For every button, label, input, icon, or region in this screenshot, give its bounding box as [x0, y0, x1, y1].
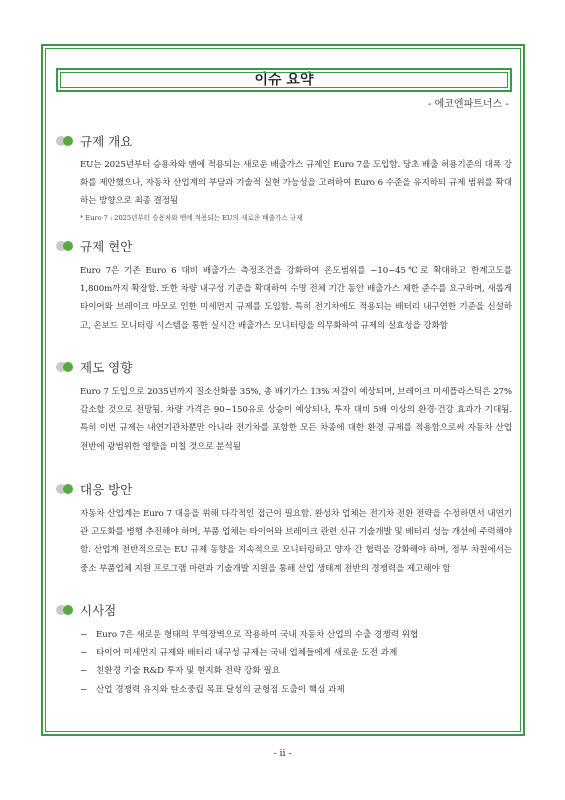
implications-list [56, 626, 516, 699]
author-line: - 에코엔파트너스 - [427, 99, 509, 110]
section-bullet-icon [56, 484, 73, 494]
section-response [56, 481, 516, 578]
section-bullet-icon [56, 362, 73, 372]
section-bullet-icon [56, 136, 73, 146]
list-item-text: Euro 7은 새로운 형태의 무역장벽으로 작용하여 국내 자동차 산업의 수출 경쟁력 위협 [96, 630, 419, 640]
list-item [80, 644, 516, 662]
page-number: - ii - [273, 748, 292, 759]
page-title: 이슈 요약 [56, 68, 512, 92]
dash-bullet: − [80, 648, 88, 659]
section-impact [56, 359, 516, 456]
section-body: Euro 7 도입으로 2035년까지 질소산화물 35%, 총 배기가스 13% 저감이 예상되며, 브레이크 미세플라스틱은 27% 감소할 것으로 전망됨. 차량 가격은 90~150유로 상승이 예상되나, 투자 대비 5배 이상의 환경·건강 효과가 기대됨. 특히 이번 규제는 내연기관차뿐만 아니라 전기차를 포함한 모든 차종에 대한 환경 규제를 적용함으로써 자동차 산업 전반에 광범위한 영향을 미칠 것으로 분석됨 [80, 387, 512, 452]
section-title: 규제 개요 [80, 134, 133, 149]
dash-bullet: − [80, 630, 88, 640]
section-title: 제도 영향 [80, 360, 133, 375]
section-title: 대응 방안 [80, 482, 133, 497]
section-overview [56, 133, 516, 223]
footnote: * Euro 7 : 2025년부터 승용차와 밴에 적용되는 EU의 새로운 배출가스 규제 [80, 213, 303, 222]
section-bullet-icon [56, 605, 73, 615]
section-implications [56, 602, 516, 699]
section-header [56, 238, 516, 254]
section-title: 시사점 [80, 603, 117, 618]
list-item [80, 681, 516, 699]
section-header [56, 133, 516, 149]
section-body: 자동차 산업계는 Euro 7 대응을 위해 다각적인 접근이 필요함. 완성차 업체는 전기차 전환 전략을 수정하면서 내연기관 고도화를 병행 추진해야 하며, 부품 업체는 타이어와 브레이크 관련 신규 기술개발 및 배터리 성능 개선에 주력해야 함. 산업계 전반적으로는 EU 규제 동향을 지속적으로 모니터링하고 양자 간 협력을 강화해야 하며, 정부 차원에서는 중소 부품업체 지원 프로그램 마련과 기술개발 지원을 통해 산업 생태계 전반의 경쟁력을 제고해야 함 [80, 509, 512, 574]
list-item-text: 타이어 미세먼지 규제와 배터리 내구성 규제는 국내 업체들에게 새로운 도전 과제 [96, 648, 398, 659]
dash-bullet: − [80, 666, 88, 677]
list-item-text: 산업 경쟁력 유지와 탄소중립 목표 달성의 균형점 도출이 핵심 과제 [96, 684, 345, 695]
section-header [56, 602, 516, 618]
section-header [56, 359, 516, 375]
section-current-issues [56, 238, 516, 335]
section-body: Euro 7은 기존 Euro 6 대비 배출가스 측정조건을 강화하여 온도범위를 −10~45℃로 확대하고 한계고도를 1,800m까지 확장함. 또한 차량 내구성 기준을 확대하여 수명 전체 기간 동안 배출가스 제한 준수를 요구하며, 새롭게 타이어와 브레이크 마모로 인한 미세먼지 규제를 도입함. 특히 전기차에도 적용되는 배터리 내구연한 기준을 신설하고, 온보드 모니터링 시스템을 통한 실시간 배출가스 모니터링을 의무화하여 규제의 실효성을 강화함 [80, 266, 512, 331]
section-bullet-icon [56, 241, 73, 251]
section-title: 규제 현안 [80, 239, 133, 254]
section-header [56, 481, 516, 497]
list-item [80, 626, 516, 644]
dash-bullet: − [80, 684, 88, 695]
list-item [80, 662, 516, 680]
section-body: EU는 2025년부터 승용차와 밴에 적용되는 새로운 배출가스 규제인 Euro 7을 도입함. 당초 배출 허용기준의 대폭 강화를 제안했으나, 자동차 산업계의 부담과 기술적 실현 가능성을 고려하여 Euro 6 수준을 유지하되 규제 범위를 확대하는 방향으로 최종 결정됨 [80, 160, 512, 207]
list-item-text: 친환경 기술 R&D 투자 및 현지화 전략 강화 필요 [96, 666, 280, 677]
